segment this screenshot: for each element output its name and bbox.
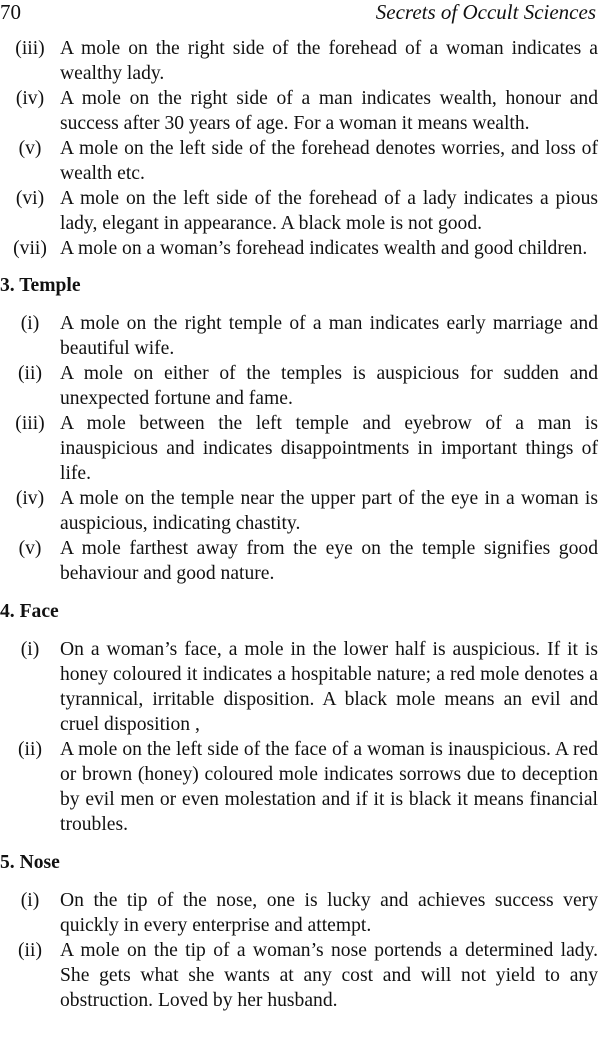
list-item	[0, 486, 598, 536]
list-item	[0, 136, 598, 186]
list-item	[0, 36, 598, 86]
item-text: On a woman’s face, a mole in the lower half is auspicious. If it is honey coloured it indicates a hospitable nature; a red mole denotes a tyrannical, irritable disposition. A black mole means an evil and cruel disposition ,	[60, 639, 598, 735]
list-item	[0, 236, 598, 261]
item-text: A mole on the left side of the face of a woman is inauspicious. A red or brown (honey) coloured mole indicates sorrows due to deception by evil men or even molestation and if it is black it means financial troubles.	[60, 739, 598, 835]
list-item	[0, 411, 598, 486]
item-text: A mole farthest away from the eye on the temple signifies good behaviour and good nature.	[60, 538, 598, 584]
list-item	[0, 737, 598, 837]
list-item	[0, 311, 598, 361]
page-header	[0, 0, 600, 26]
item-number: (vi)	[15, 188, 45, 209]
item-number: (iii)	[15, 38, 45, 59]
list-item	[0, 186, 598, 236]
section-heading: 3. Temple	[0, 275, 81, 296]
item-text: A mole on the right side of a man indicates wealth, honour and success after 30 years of age. For a woman it means wealth.	[60, 88, 598, 134]
item-number: (v)	[18, 138, 42, 159]
page-body	[0, 36, 598, 1013]
section-face	[0, 599, 598, 837]
item-text: A mole on the left side of the forehead denotes worries, and loss of wealth etc.	[60, 138, 598, 184]
item-number: (i)	[20, 639, 40, 660]
list-item	[0, 361, 598, 411]
section-nose	[0, 850, 598, 1013]
item-text: A mole on either of the temples is auspicious for sudden and unexpected fortune and fame.	[60, 363, 598, 409]
item-text: A mole on the tip of a woman’s nose portends a determined lady. She gets what she wants at any cost and will not yield to any obstruction. Loved by her husband.	[60, 940, 598, 1011]
section-heading: 5. Nose	[0, 852, 60, 873]
item-text: A mole on the temple near the upper part of the eye in a woman is auspicious, indicating chastity.	[60, 488, 598, 534]
item-number: (vii)	[13, 238, 47, 259]
item-text: A mole on the left side of the forehead of a lady indicates a pious lady, elegant in appearance. A black mole is not good.	[60, 188, 598, 234]
item-number: (i)	[20, 890, 40, 911]
item-number: (iii)	[15, 413, 45, 434]
item-number: (v)	[18, 538, 42, 559]
item-number: (ii)	[18, 940, 42, 961]
item-number: (i)	[20, 313, 40, 334]
list-item	[0, 536, 598, 586]
list-item	[0, 86, 598, 136]
item-text: A mole on a woman’s forehead indicates wealth and good children.	[60, 238, 588, 259]
section-heading: 4. Face	[0, 601, 59, 622]
item-number: (iv)	[15, 488, 45, 509]
page-number: 70	[0, 0, 21, 24]
list-item	[0, 888, 598, 938]
item-text: A mole between the left temple and eyebrow of a man is inauspicious and indicates disappointments in important things of life.	[60, 413, 598, 484]
intro-list	[0, 36, 598, 261]
item-text: A mole on the right temple of a man indicates early marriage and beautiful wife.	[60, 313, 598, 359]
running-title: Secrets of Occult Sciences	[375, 0, 596, 24]
list-item	[0, 938, 598, 1013]
item-number: (ii)	[18, 363, 42, 384]
item-number: (ii)	[18, 739, 42, 760]
item-text: On the tip of the nose, one is lucky and achieves success very quickly in every enterprise and attempt.	[60, 890, 598, 936]
section-temple	[0, 273, 598, 586]
item-number: (iv)	[15, 88, 45, 109]
list-item	[0, 637, 598, 737]
item-text: A mole on the right side of the forehead of a woman indicates a wealthy lady.	[60, 38, 598, 84]
